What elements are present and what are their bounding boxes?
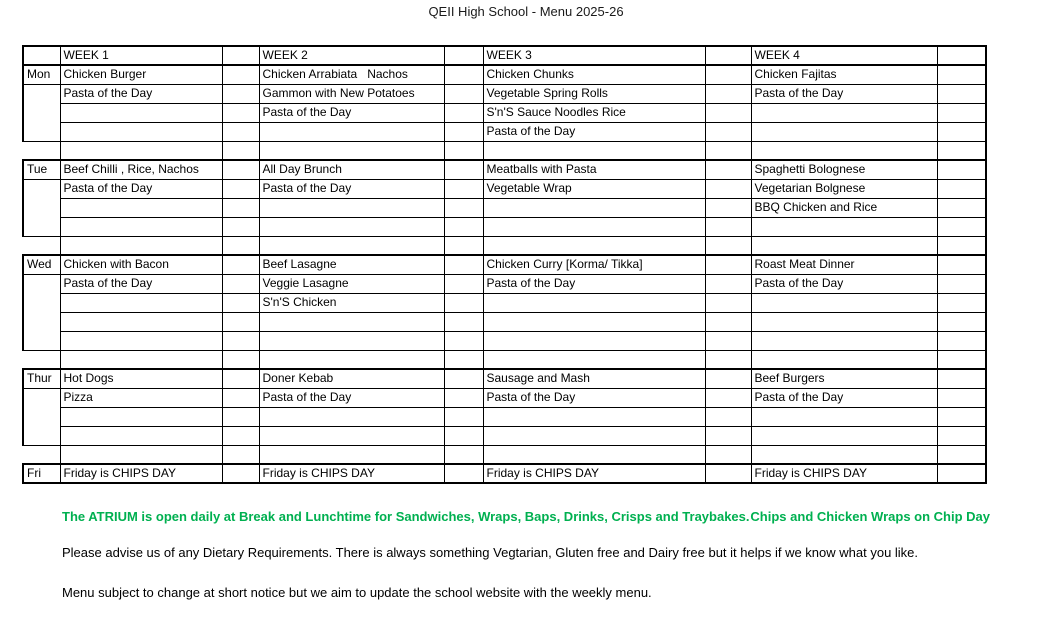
menu-cell: Pasta of the Day bbox=[751, 274, 937, 293]
day-label: Thur bbox=[23, 369, 60, 388]
menu-cell: Pasta of the Day bbox=[483, 388, 705, 407]
spacer-cell bbox=[444, 46, 483, 65]
spacer-cell bbox=[937, 65, 986, 84]
spacer-cell bbox=[937, 464, 986, 483]
spacer-cell bbox=[444, 464, 483, 483]
menu-cell: Chicken with Bacon bbox=[60, 255, 222, 274]
spacer-cell bbox=[222, 103, 259, 122]
menu-cell: Pasta of the Day bbox=[483, 274, 705, 293]
spacer-cell bbox=[937, 198, 986, 217]
menu-cell bbox=[483, 312, 705, 331]
menu-cell bbox=[60, 217, 222, 236]
day-label: Mon bbox=[23, 65, 60, 84]
spacer-cell bbox=[705, 331, 751, 350]
spacer-cell bbox=[222, 141, 259, 160]
menu-cell: Friday is CHIPS DAY bbox=[60, 464, 222, 483]
menu-cell: Meatballs with Pasta bbox=[483, 160, 705, 179]
day-gap bbox=[23, 236, 60, 255]
day-spacer bbox=[23, 388, 60, 445]
spacer-cell bbox=[444, 407, 483, 426]
spacer-cell bbox=[705, 274, 751, 293]
menu-cell bbox=[60, 198, 222, 217]
menu-cell bbox=[60, 312, 222, 331]
menu-cell: Friday is CHIPS DAY bbox=[483, 464, 705, 483]
menu-cell bbox=[60, 445, 222, 464]
menu-cell: Pasta of the Day bbox=[751, 388, 937, 407]
spacer-cell bbox=[705, 103, 751, 122]
spacer-cell bbox=[937, 350, 986, 369]
spacer-cell bbox=[937, 445, 986, 464]
spacer-cell bbox=[444, 179, 483, 198]
menu-cell: Pasta of the Day bbox=[60, 274, 222, 293]
spacer-cell bbox=[222, 388, 259, 407]
menu-cell: Friday is CHIPS DAY bbox=[259, 464, 444, 483]
spacer-cell bbox=[937, 236, 986, 255]
spacer-cell bbox=[705, 350, 751, 369]
menu-cell bbox=[483, 293, 705, 312]
menu-cell: Pasta of the Day bbox=[60, 84, 222, 103]
spacer-cell bbox=[444, 331, 483, 350]
spacer-cell bbox=[222, 350, 259, 369]
menu-cell bbox=[483, 331, 705, 350]
spacer-cell bbox=[937, 407, 986, 426]
menu-cell bbox=[60, 426, 222, 445]
menu-cell bbox=[751, 141, 937, 160]
week-header: WEEK 3 bbox=[483, 46, 705, 65]
spacer-cell bbox=[705, 445, 751, 464]
spacer-cell bbox=[937, 84, 986, 103]
menu-cell: Beef Lasagne bbox=[259, 255, 444, 274]
menu-cell bbox=[259, 445, 444, 464]
spacer-cell bbox=[444, 388, 483, 407]
menu-cell bbox=[483, 236, 705, 255]
spacer-cell bbox=[937, 160, 986, 179]
menu-cell bbox=[259, 217, 444, 236]
menu-cell bbox=[483, 217, 705, 236]
spacer-cell bbox=[444, 141, 483, 160]
menu-cell: Pasta of the Day bbox=[259, 388, 444, 407]
menu-cell bbox=[60, 141, 222, 160]
spacer-cell bbox=[705, 255, 751, 274]
spacer-cell bbox=[222, 464, 259, 483]
menu-cell bbox=[259, 407, 444, 426]
menu-cell: Vegetable Spring Rolls bbox=[483, 84, 705, 103]
day-label: Wed bbox=[23, 255, 60, 274]
menu-cell bbox=[751, 312, 937, 331]
menu-cell: Doner Kebab bbox=[259, 369, 444, 388]
menu-cell: Pasta of the Day bbox=[60, 179, 222, 198]
spacer-cell bbox=[444, 217, 483, 236]
spacer-cell bbox=[705, 426, 751, 445]
spacer-cell bbox=[705, 293, 751, 312]
menu-cell: S'n'S Chicken bbox=[259, 293, 444, 312]
day-label: Tue bbox=[23, 160, 60, 179]
menu-cell bbox=[751, 103, 937, 122]
spacer-cell bbox=[222, 312, 259, 331]
menu-cell: Chicken Burger bbox=[60, 65, 222, 84]
menu-cell bbox=[60, 236, 222, 255]
menu-cell bbox=[60, 122, 222, 141]
menu-cell: All Day Brunch bbox=[259, 160, 444, 179]
menu-cell bbox=[259, 426, 444, 445]
menu-cell: S'n'S Sauce Noodles Rice bbox=[483, 103, 705, 122]
menu-cell bbox=[60, 350, 222, 369]
spacer-cell bbox=[222, 160, 259, 179]
spacer-cell bbox=[222, 331, 259, 350]
menu-cell: Beef Burgers bbox=[751, 369, 937, 388]
spacer-cell bbox=[937, 179, 986, 198]
spacer-cell bbox=[937, 122, 986, 141]
day-label: Fri bbox=[23, 464, 60, 483]
page-title: QEII High School - Menu 2025-26 bbox=[428, 4, 624, 19]
day-gap bbox=[23, 445, 60, 464]
menu-cell bbox=[259, 331, 444, 350]
spacer-cell bbox=[937, 274, 986, 293]
menu-cell: Pasta of the Day bbox=[259, 179, 444, 198]
day-spacer bbox=[23, 179, 60, 236]
menu-cell bbox=[483, 445, 705, 464]
week-header: WEEK 2 bbox=[259, 46, 444, 65]
menu-cell: Pasta of the Day bbox=[751, 84, 937, 103]
spacer-cell bbox=[705, 217, 751, 236]
spacer-cell bbox=[444, 350, 483, 369]
day-gap bbox=[23, 141, 60, 160]
spacer-cell bbox=[937, 312, 986, 331]
menu-cell: Pizza bbox=[60, 388, 222, 407]
spacer-cell bbox=[444, 312, 483, 331]
menu-cell: Veggie Lasagne bbox=[259, 274, 444, 293]
spacer-cell bbox=[705, 464, 751, 483]
week-header: WEEK 4 bbox=[751, 46, 937, 65]
menu-cell bbox=[751, 445, 937, 464]
spacer-cell bbox=[705, 160, 751, 179]
menu-cell bbox=[751, 350, 937, 369]
spacer-cell bbox=[444, 274, 483, 293]
spacer-cell bbox=[222, 255, 259, 274]
spacer-cell bbox=[705, 369, 751, 388]
menu-cell: Roast Meat Dinner bbox=[751, 255, 937, 274]
spacer-cell bbox=[222, 122, 259, 141]
spacer-cell bbox=[937, 217, 986, 236]
menu-cell bbox=[751, 236, 937, 255]
spacer-cell bbox=[937, 426, 986, 445]
spacer-cell bbox=[444, 103, 483, 122]
spacer-cell bbox=[444, 198, 483, 217]
menu-cell: BBQ Chicken and Rice bbox=[751, 198, 937, 217]
day-spacer bbox=[23, 84, 60, 141]
menu-cell bbox=[259, 236, 444, 255]
spacer-cell bbox=[222, 236, 259, 255]
menu-cell bbox=[259, 141, 444, 160]
spacer-cell bbox=[222, 46, 259, 65]
spacer-cell bbox=[444, 65, 483, 84]
menu-cell bbox=[483, 426, 705, 445]
day-gap bbox=[23, 350, 60, 369]
menu-cell bbox=[483, 350, 705, 369]
menu-cell bbox=[60, 407, 222, 426]
spacer-cell bbox=[222, 65, 259, 84]
spacer-cell bbox=[222, 217, 259, 236]
menu-cell bbox=[751, 217, 937, 236]
spacer-cell bbox=[705, 65, 751, 84]
spacer-cell bbox=[444, 255, 483, 274]
menu-cell bbox=[483, 198, 705, 217]
menu-cell bbox=[751, 426, 937, 445]
spacer-cell bbox=[444, 426, 483, 445]
spacer-cell bbox=[222, 369, 259, 388]
menu-cell: Beef Chilli , Rice, Nachos bbox=[60, 160, 222, 179]
menu-cell bbox=[60, 293, 222, 312]
atrium-note-row bbox=[62, 509, 990, 524]
spacer-cell bbox=[937, 141, 986, 160]
spacer-cell bbox=[444, 445, 483, 464]
spacer-cell bbox=[705, 236, 751, 255]
atrium-note: The ATRIUM is open daily at Break and Lunchtime for Sandwiches, Wraps, Baps, Drinks, Crisps and Traybakes. bbox=[62, 509, 750, 524]
spacer-cell bbox=[705, 388, 751, 407]
menu-cell bbox=[259, 312, 444, 331]
menu-cell: Hot Dogs bbox=[60, 369, 222, 388]
corner-cell bbox=[23, 46, 60, 65]
chip-day-note: Chips and Chicken Wraps on Chip Day bbox=[750, 509, 990, 524]
spacer-cell bbox=[222, 293, 259, 312]
menu-cell: Sausage and Mash bbox=[483, 369, 705, 388]
menu-table bbox=[22, 45, 987, 484]
menu-cell: Vegetarian Bolgnese bbox=[751, 179, 937, 198]
menu-cell bbox=[60, 331, 222, 350]
menu-cell bbox=[483, 141, 705, 160]
spacer-cell bbox=[705, 122, 751, 141]
spacer-cell bbox=[222, 426, 259, 445]
menu-cell bbox=[259, 350, 444, 369]
spacer-cell bbox=[937, 46, 986, 65]
menu-cell bbox=[751, 331, 937, 350]
change-note: Menu subject to change at short notice but we aim to update the school website with the weekly menu. bbox=[62, 585, 652, 600]
spacer-cell bbox=[444, 236, 483, 255]
spacer-cell bbox=[705, 179, 751, 198]
week-header: WEEK 1 bbox=[60, 46, 222, 65]
spacer-cell bbox=[222, 84, 259, 103]
spacer-cell bbox=[705, 198, 751, 217]
spacer-cell bbox=[222, 198, 259, 217]
spacer-cell bbox=[222, 445, 259, 464]
spacer-cell bbox=[444, 84, 483, 103]
spacer-cell bbox=[444, 122, 483, 141]
menu-cell: Friday is CHIPS DAY bbox=[751, 464, 937, 483]
spacer-cell bbox=[444, 293, 483, 312]
spacer-cell bbox=[937, 331, 986, 350]
menu-cell bbox=[60, 103, 222, 122]
spacer-cell bbox=[937, 369, 986, 388]
menu-cell: Pasta of the Day bbox=[259, 103, 444, 122]
menu-cell: Chicken Arrabiata Nachos bbox=[259, 65, 444, 84]
menu-cell bbox=[483, 407, 705, 426]
spacer-cell bbox=[705, 141, 751, 160]
menu-cell: Chicken Curry [Korma/ Tikka] bbox=[483, 255, 705, 274]
day-spacer bbox=[23, 274, 60, 350]
menu-cell: Pasta of the Day bbox=[483, 122, 705, 141]
menu-cell bbox=[751, 293, 937, 312]
menu-cell: Chicken Chunks bbox=[483, 65, 705, 84]
menu-cell: Gammon with New Potatoes bbox=[259, 84, 444, 103]
dietary-note: Please advise us of any Dietary Requirements. There is always something Vegtarian, Gluten free and Dairy free but it helps if we know what you like. bbox=[62, 545, 919, 560]
spacer-cell bbox=[937, 293, 986, 312]
menu-cell: Chicken Fajitas bbox=[751, 65, 937, 84]
menu-cell bbox=[751, 407, 937, 426]
menu-cell bbox=[751, 122, 937, 141]
spacer-cell bbox=[705, 407, 751, 426]
spacer-cell bbox=[222, 179, 259, 198]
menu-cell bbox=[259, 198, 444, 217]
spacer-cell bbox=[705, 84, 751, 103]
menu-cell: Vegetable Wrap bbox=[483, 179, 705, 198]
spacer-cell bbox=[222, 407, 259, 426]
menu-cell: Spaghetti Bolognese bbox=[751, 160, 937, 179]
spacer-cell bbox=[937, 103, 986, 122]
spacer-cell bbox=[705, 46, 751, 65]
spacer-cell bbox=[937, 255, 986, 274]
menu-cell bbox=[259, 122, 444, 141]
spacer-cell bbox=[705, 312, 751, 331]
spacer-cell bbox=[937, 388, 986, 407]
spacer-cell bbox=[444, 369, 483, 388]
spacer-cell bbox=[222, 274, 259, 293]
spacer-cell bbox=[444, 160, 483, 179]
